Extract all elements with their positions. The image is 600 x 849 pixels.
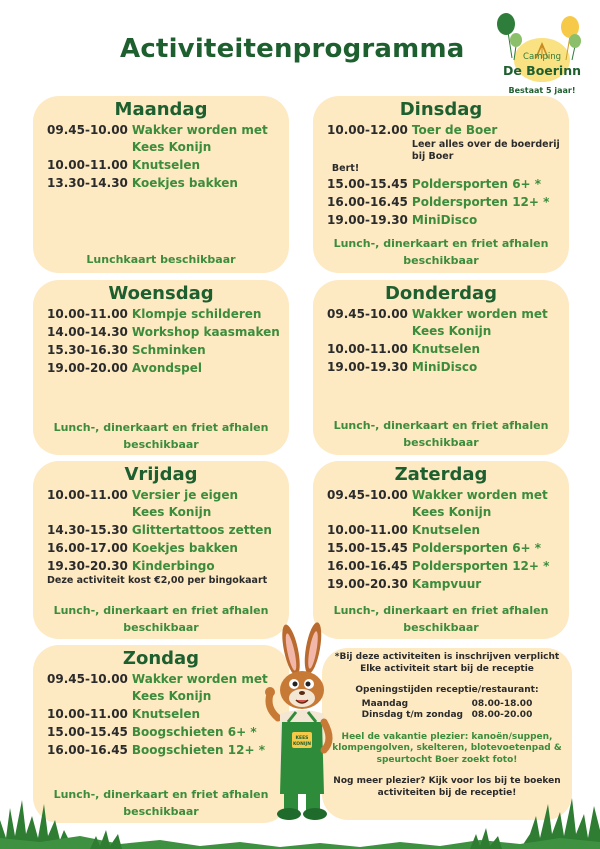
day-title: Donderdag: [384, 283, 497, 304]
list-item: 19.00-20.30 Kampvuur: [327, 577, 482, 591]
day-title: Dinsdag: [399, 99, 483, 120]
card-footer: Lunch-, dinerkaart en friet afhalen: [53, 604, 269, 617]
day-title: Woensdag: [108, 283, 214, 304]
hours-row: Maandag 08.00-18.00: [361, 698, 533, 709]
opening-hours: [362, 699, 533, 722]
day-card-donderdag: [313, 280, 569, 455]
card-footer: Lunch-, dinerkaart en friet afhalen: [53, 788, 269, 801]
card-footer-2: beschikbaar: [123, 805, 199, 818]
registration-note: *Bij deze activiteiten is inschrijven verplicht: [334, 652, 560, 662]
list-item: 15.00-15.45 Poldersporten 6+ *: [327, 541, 542, 555]
list-item: 16.00-16.45 Poldersporten 12+ *: [327, 195, 550, 209]
list-item: 10.00-11.00 Klompje schilderen: [47, 307, 262, 321]
camping-logo: [492, 10, 592, 102]
list-item: 15.00-15.45 Boogschieten 6+ *: [47, 725, 257, 739]
day-card-vrijdag: [33, 461, 289, 639]
hours-row: Dinsdag t/m zondag 08.00-20.00: [361, 710, 533, 720]
list-item: 10.00-11.00 Knutselen: [327, 523, 481, 537]
logo-camping-text: Camping: [523, 52, 561, 62]
list-item: 10.00-11.00 Knutselen: [47, 158, 201, 172]
list-item: 09.45-10.00 Wakker worden met Kees Konijn: [327, 307, 548, 338]
list-item: 15.00-15.45 Poldersporten 6+ *: [327, 177, 542, 191]
svg-text:KEES: KEES: [295, 736, 309, 741]
card-footer-2: beschikbaar: [403, 621, 479, 634]
fun-line-2: klompengolven, skelteren, blotevoetenpad &: [332, 743, 562, 753]
list-item: 15.30-16.30 Schminken: [47, 343, 206, 357]
day-card-dinsdag: [313, 96, 569, 273]
list-item: 10.00-12.00 Toer de Boer Leer alles over de boerderij bij Boer Bert!: [327, 123, 560, 174]
list-item: 16.00-17.00 Koekjes bakken: [47, 541, 238, 555]
day-title: Zaterdag: [394, 464, 488, 485]
card-footer: Lunch-, dinerkaart en friet afhalen: [53, 421, 269, 434]
bingo-note: Deze activiteit kost €2,00 per bingokaart: [47, 575, 268, 586]
start-note: Elke activiteit start bij de receptie: [360, 663, 534, 674]
list-item: 19.00-19.30 MiniDisco: [327, 360, 478, 374]
day-title: Zondag: [122, 648, 200, 669]
card-footer: Lunch-, dinerkaart en friet afhalen: [333, 419, 549, 432]
day-title: Maandag: [114, 99, 208, 120]
list-item: 10.00-11.00 Knutselen: [47, 707, 201, 721]
card-footer-2: beschikbaar: [123, 438, 199, 451]
logo-name: De Boerinn: [502, 63, 582, 78]
more-line-1: Nog meer plezier? Kijk voor los bij te boeken: [333, 776, 561, 786]
day-title: Vrijdag: [124, 464, 198, 485]
day-card-woensdag: [33, 280, 289, 455]
logo-tagline: Bestaat 5 jaar!: [508, 86, 576, 95]
list-item: 19.30-20.30 Kinderbingo: [47, 559, 215, 573]
hours-title: Openingstijden receptie/restaurant:: [355, 685, 539, 695]
list-item: 09.45-10.00 Wakker worden met Kees Konijn: [327, 488, 548, 519]
more-line-2: activiteiten bij de receptie!: [377, 787, 517, 798]
fun-line-1: Heel de vakantie plezier: kanoën/suppen,: [341, 731, 553, 742]
list-item: 19.00-19.30 MiniDisco: [327, 213, 478, 227]
list-item: 09.45-10.00 Wakker worden met Kees Konijn: [47, 123, 268, 154]
list-item: 16.00-16.45 Boogschieten 12+ *: [47, 743, 265, 757]
card-footer-2: beschikbaar: [403, 254, 479, 267]
list-item: 13.30-14.30 Koekjes bakken: [47, 176, 238, 190]
list-item: 14.30-15.30 Glittertattoos zetten: [47, 523, 272, 537]
card-footer-2: beschikbaar: [403, 436, 479, 449]
day-card-maandag: [33, 96, 289, 273]
list-item: 16.00-16.45 Poldersporten 12+ *: [327, 559, 550, 573]
list-item: 19.00-20.00 Avondspel: [47, 361, 202, 375]
grass-decoration: [0, 787, 600, 849]
svg-text:KONIJN: KONIJN: [293, 742, 311, 747]
page-title: Activiteitenprogramma: [120, 34, 465, 64]
list-item: 10.00-11.00 Versier je eigen Kees Konijn: [47, 488, 239, 519]
list-item: 14.00-14.30 Workshop kaasmaken: [47, 325, 280, 339]
card-footer: Lunch-, dinerkaart en friet afhalen: [333, 604, 549, 617]
card-footer-2: beschikbaar: [123, 621, 199, 634]
list-item: 09.45-10.00 Wakker worden met Kees Konijn: [47, 672, 268, 703]
day-card-zaterdag: [313, 461, 569, 639]
fun-line-3: speurtocht Boer zoekt foto!: [376, 754, 518, 765]
list-item: 10.00-11.00 Knutselen: [327, 342, 481, 356]
card-footer: Lunchkaart beschikbaar: [86, 253, 236, 266]
card-footer: Lunch-, dinerkaart en friet afhalen: [333, 237, 549, 250]
